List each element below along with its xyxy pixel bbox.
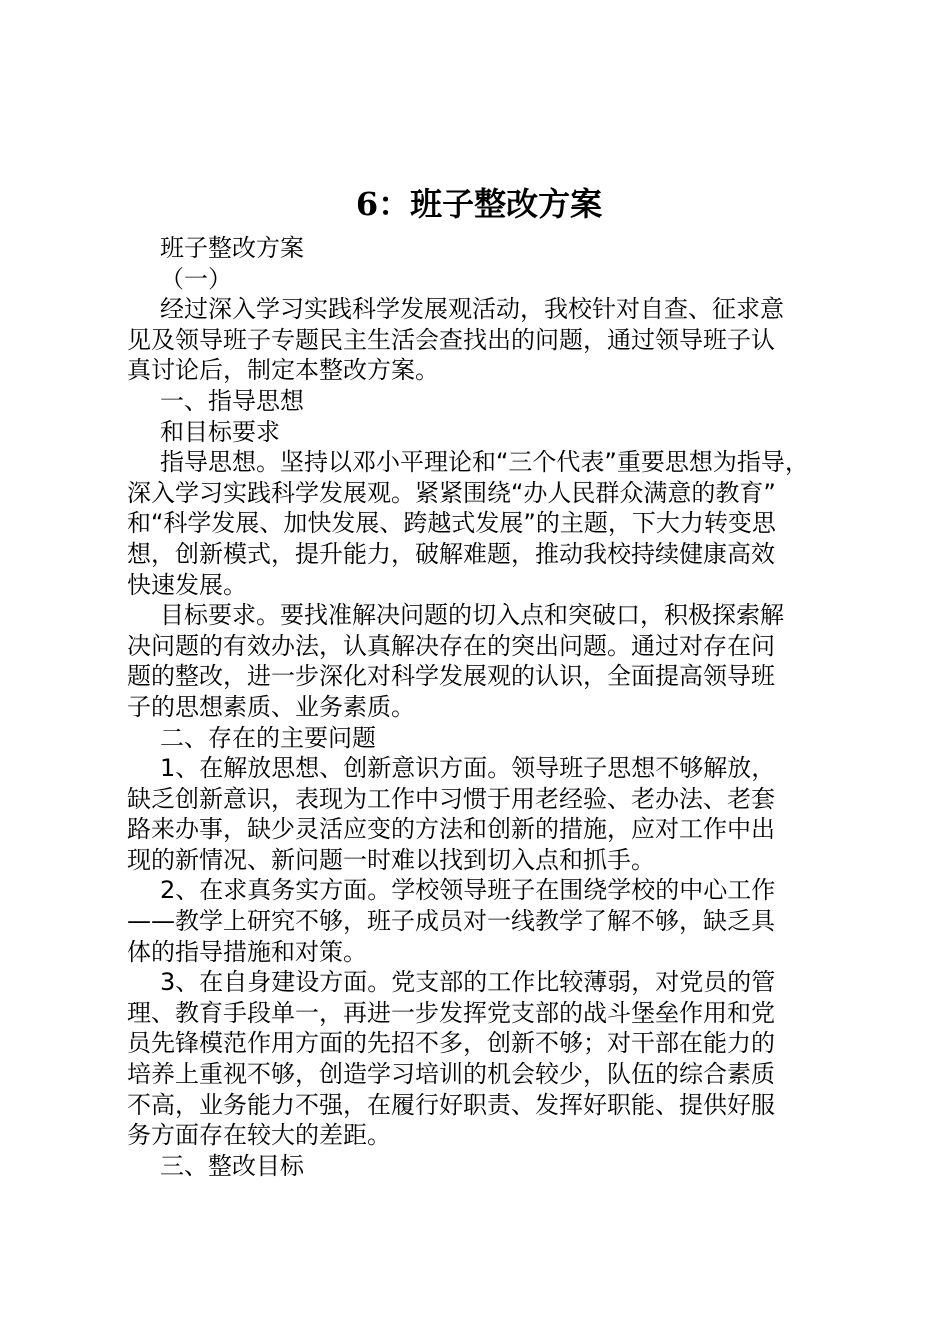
paragraph-line: 真讨论后，制定本整改方案。 [127, 356, 439, 385]
paragraph-line: 见及领导班子专题民主生活会查找出的问题，通过领导班子认 [127, 325, 775, 354]
paragraph-line: 体的指导措施和对策。 [127, 937, 367, 966]
paragraph-line: 不高，业务能力不强，在履行好职责、发挥好职能、提供好服 [127, 1090, 775, 1119]
paragraph-line: 想，创新模式，提升能力，破解难题，推动我校持续健康高效 [127, 539, 775, 568]
paragraph-line: ——教学上研究不够，班子成员对一线教学了解不够，缺乏具 [127, 907, 775, 936]
paragraph-line: 2、在求真务实方面。学校领导班子在围绕学校的中心工作 [160, 876, 776, 905]
document-body [127, 233, 827, 1181]
paragraph-line: 经过深入学习实践科学发展观活动，我校针对自查、征求意 [160, 295, 784, 324]
heading-line: 三、整改目标 [160, 1151, 304, 1180]
paragraph-line: 和“科学发展、加快发展、跨越式发展”的主题，下大力转变思 [127, 509, 776, 538]
paragraph-line: 决问题的有效办法，认真解决存在的突出问题。通过对存在问 [127, 631, 775, 660]
heading-line: 一、指导思想 [160, 386, 304, 415]
paragraph-line: 题的整改，进一步深化对科学发展观的认识，全面提高领导班 [127, 662, 775, 691]
paragraph-line: 现的新情况、新问题一时难以找到切入点和抓手。 [127, 845, 655, 874]
paragraph-line: 深入学习实践科学发展观。紧紧围绕“办人民群众满意的教育” [127, 478, 776, 507]
heading-line: 和目标要求 [160, 417, 280, 446]
paragraph-line: 子的思想素质、业务素质。 [127, 692, 415, 721]
paragraph-line: 指导思想。坚持以邓小平理论和“三个代表”重要思想为指导， [160, 448, 809, 477]
paragraph-line: 目标要求。要找准解决问题的切入点和突破口，积极探索解 [160, 601, 784, 630]
section-number-line: （一） [160, 264, 232, 293]
title-text: ：班子整改方案 [378, 185, 603, 223]
subtitle-line: 班子整改方案 [160, 234, 304, 262]
title-number: 6 [355, 185, 379, 223]
document-title [0, 180, 950, 228]
paragraph-line: 缺乏创新意识，表现为工作中习惯于用老经验、老办法、老套 [127, 784, 775, 813]
paragraph-line: 培养上重视不够，创造学习培训的机会较少，队伍的综合素质 [127, 1060, 775, 1089]
paragraph-line: 路来办事，缺少灵活应变的方法和创新的措施，应对工作中出 [127, 815, 775, 844]
paragraph-line: 快速发展。 [127, 570, 247, 599]
paragraph-line: 员先锋模范作用方面的先招不多，创新不够；对干部在能力的 [127, 1029, 775, 1058]
paragraph-line: 务方面存在较大的差距。 [127, 1121, 391, 1150]
paragraph-line: 3、在自身建设方面。党支部的工作比较薄弱，对党员的管 [160, 968, 776, 997]
paragraph-line: 1、在解放思想、创新意识方面。领导班子思想不够解放， [160, 754, 776, 783]
heading-line: 二、存在的主要问题 [160, 723, 376, 752]
paragraph-line: 理、教育手段单一，再进一步发挥党支部的战斗堡垒作用和党 [127, 998, 775, 1027]
